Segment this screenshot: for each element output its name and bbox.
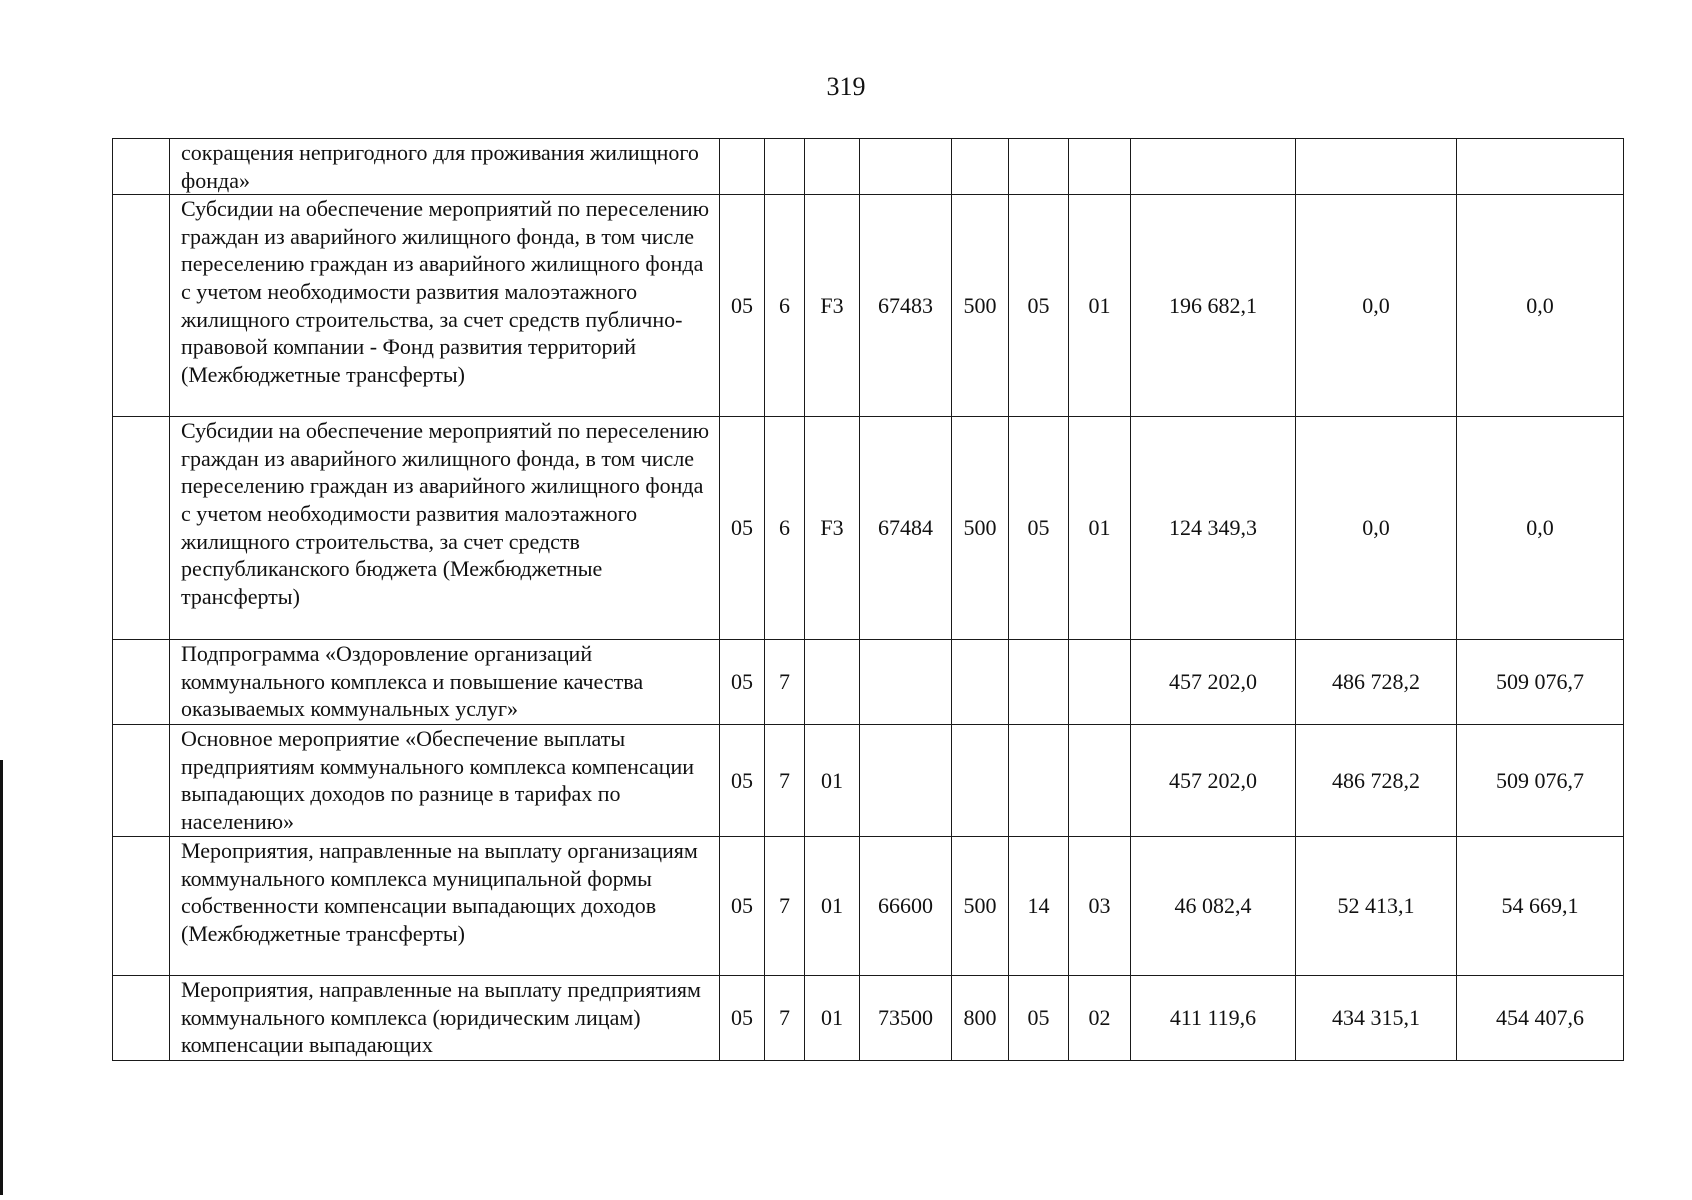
code-cell: 03 <box>1069 837 1131 976</box>
code-cell: 500 <box>952 195 1009 417</box>
code-cell: 14 <box>1009 837 1069 976</box>
table-row <box>113 640 1624 725</box>
code-cell: 05 <box>1009 417 1069 640</box>
budget-table <box>112 138 1624 1061</box>
code-cell <box>805 139 860 195</box>
code-cell: 02 <box>1069 976 1131 1061</box>
code-cell: 500 <box>952 417 1009 640</box>
amount-cell: 0,0 <box>1296 417 1457 640</box>
code-cell <box>1069 139 1131 195</box>
row-number-cell <box>113 837 170 976</box>
code-cell: 05 <box>720 417 765 640</box>
code-cell: 05 <box>720 976 765 1061</box>
code-cell: 73500 <box>860 976 952 1061</box>
code-cell: 7 <box>765 640 805 725</box>
table-row <box>113 725 1624 837</box>
description-cell: Субсидии на обеспечение мероприятий по переселению граждан из аварийного жилищного фонда, в том числе переселению граждан из аварийного жилищного фонда с учетом необходимости развития малоэтажного жилищного строительства, за счет средств республиканского бюджета (Межбюджетные трансферты) <box>170 417 720 640</box>
code-cell <box>805 640 860 725</box>
description-cell: сокращения непригодного для проживания жилищного фонда» <box>170 139 720 195</box>
amount-cell: 0,0 <box>1457 417 1624 640</box>
table-row <box>113 976 1624 1061</box>
description-cell: Основное мероприятие «Обеспечение выплаты предприятиям коммунального комплекса компенсации выпадающих доходов по разнице в тарифах по населению» <box>170 725 720 837</box>
code-cell: 05 <box>720 640 765 725</box>
code-cell <box>952 725 1009 837</box>
code-cell: 01 <box>805 837 860 976</box>
code-cell: 6 <box>765 417 805 640</box>
amount-cell: 411 119,6 <box>1131 976 1296 1061</box>
code-cell <box>1009 640 1069 725</box>
code-cell: 01 <box>1069 195 1131 417</box>
code-cell: 800 <box>952 976 1009 1061</box>
code-cell: 05 <box>1009 976 1069 1061</box>
code-cell: 7 <box>765 837 805 976</box>
code-cell: 01 <box>805 976 860 1061</box>
amount-cell: 434 315,1 <box>1296 976 1457 1061</box>
code-cell <box>860 139 952 195</box>
code-cell <box>1069 640 1131 725</box>
code-cell: 7 <box>765 976 805 1061</box>
code-cell <box>1009 139 1069 195</box>
code-cell <box>952 139 1009 195</box>
description-cell: Мероприятия, направленные на выплату организациям коммунального комплекса муниципальной формы собственности компенсации выпадающих доходов (Межбюджетные трансферты) <box>170 837 720 976</box>
code-cell: 05 <box>720 195 765 417</box>
amount-cell: 486 728,2 <box>1296 725 1457 837</box>
description-cell: Субсидии на обеспечение мероприятий по переселению граждан из аварийного жилищного фонда, в том числе переселению граждан из аварийного жилищного фонда с учетом необходимости развития малоэтажного жилищного строительства, за счет средств публично-правовой компании - Фонд развития территорий (Межбюджетные трансферты) <box>170 195 720 417</box>
code-cell <box>720 139 765 195</box>
amount-cell: 509 076,7 <box>1457 640 1624 725</box>
amount-cell: 509 076,7 <box>1457 725 1624 837</box>
amount-cell <box>1131 139 1296 195</box>
code-cell: 05 <box>720 837 765 976</box>
table-row <box>113 139 1624 195</box>
code-cell: 66600 <box>860 837 952 976</box>
row-number-cell <box>113 976 170 1061</box>
row-number-cell <box>113 417 170 640</box>
code-cell <box>1009 725 1069 837</box>
amount-cell: 457 202,0 <box>1131 640 1296 725</box>
amount-cell: 486 728,2 <box>1296 640 1457 725</box>
code-cell <box>765 139 805 195</box>
description-cell: Подпрограмма «Оздоровление организаций коммунального комплекса и повышение качества оказываемых коммунальных услуг» <box>170 640 720 725</box>
amount-cell: 457 202,0 <box>1131 725 1296 837</box>
amount-cell: 124 349,3 <box>1131 417 1296 640</box>
table-row <box>113 417 1624 640</box>
code-cell: F3 <box>805 417 860 640</box>
code-cell: 01 <box>1069 417 1131 640</box>
code-cell: 67484 <box>860 417 952 640</box>
page-number: 319 <box>826 72 866 101</box>
code-cell: 05 <box>1009 195 1069 417</box>
amount-cell: 0,0 <box>1296 195 1457 417</box>
code-cell <box>952 640 1009 725</box>
amount-cell: 52 413,1 <box>1296 837 1457 976</box>
code-cell: 01 <box>805 725 860 837</box>
amount-cell <box>1296 139 1457 195</box>
code-cell: 7 <box>765 725 805 837</box>
table-row <box>113 837 1624 976</box>
row-number-cell <box>113 139 170 195</box>
amount-cell: 0,0 <box>1457 195 1624 417</box>
amount-cell: 54 669,1 <box>1457 837 1624 976</box>
code-cell <box>860 725 952 837</box>
code-cell <box>860 640 952 725</box>
code-cell: F3 <box>805 195 860 417</box>
table-row <box>113 195 1624 417</box>
amount-cell <box>1457 139 1624 195</box>
code-cell: 05 <box>720 725 765 837</box>
row-number-cell <box>113 195 170 417</box>
code-cell <box>1069 725 1131 837</box>
amount-cell: 196 682,1 <box>1131 195 1296 417</box>
scan-edge-line <box>0 760 3 1195</box>
code-cell: 6 <box>765 195 805 417</box>
amount-cell: 46 082,4 <box>1131 837 1296 976</box>
description-cell: Мероприятия, направленные на выплату предприятиям коммунального комплекса (юридическим лицам) компенсации выпадающих <box>170 976 720 1061</box>
code-cell: 500 <box>952 837 1009 976</box>
amount-cell: 454 407,6 <box>1457 976 1624 1061</box>
row-number-cell <box>113 725 170 837</box>
row-number-cell <box>113 640 170 725</box>
code-cell: 67483 <box>860 195 952 417</box>
